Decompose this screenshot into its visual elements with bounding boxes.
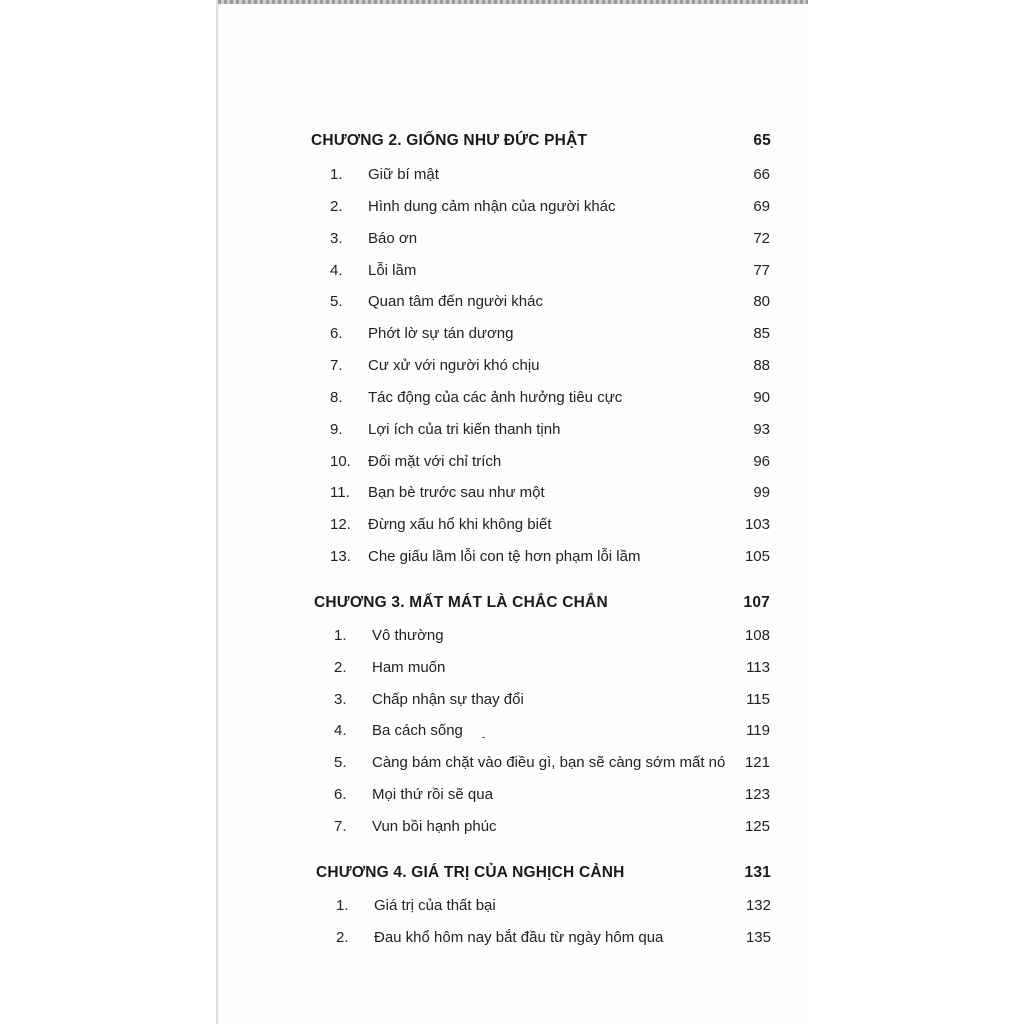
entry-page-number: 105: [744, 548, 770, 565]
entry-title: Vun bồi hạnh phúc: [372, 818, 497, 835]
chapter-page-number: 131: [744, 864, 771, 881]
entry-title: Tác động của các ảnh hưởng tiêu cực: [368, 389, 623, 406]
entry-number: 5.: [330, 293, 343, 310]
entry-page-number: 108: [744, 627, 770, 644]
chapter-title: CHƯƠNG 3. MẤT MÁT LÀ CHẮC CHẮN: [314, 594, 608, 611]
entry-number: 2.: [336, 929, 349, 946]
entry-title: Giá trị của thất bại: [374, 897, 496, 914]
entry-page-number: 121: [744, 754, 770, 771]
entry-number: 6.: [334, 786, 347, 803]
entry-title: Đối mặt với chỉ trích: [368, 453, 502, 470]
entry-title: Vô thường: [372, 627, 444, 644]
entry-number: 5.: [334, 754, 347, 771]
entry-title: Quan tâm đến người khác: [368, 293, 543, 310]
entry-number: 3.: [330, 230, 343, 247]
entry-title: Chấp nhận sự thay đổi: [372, 691, 524, 708]
entry-number: 7.: [330, 357, 343, 374]
entry-title: Giữ bí mật: [368, 166, 439, 183]
entry-number: 9.: [330, 421, 343, 438]
entry-page-number: 66: [753, 166, 770, 183]
entry-number: 1.: [334, 627, 347, 644]
entry-page-number: 123: [744, 786, 770, 803]
entry-page-number: 125: [744, 818, 770, 835]
entry-page-number: 119: [746, 722, 770, 739]
entry-number: 4.: [330, 262, 343, 279]
entry-title: Lợi ích của tri kiến thanh tịnh: [368, 421, 561, 438]
entry-number: 7.: [334, 818, 347, 835]
entry-page-number: 113: [746, 659, 770, 676]
entry-number: 8.: [330, 389, 343, 406]
entry-page-number: 72: [753, 230, 770, 247]
print-speck: [482, 737, 485, 738]
entry-title: Mọi thứ rồi sẽ qua: [372, 786, 493, 803]
entry-number: 4.: [334, 722, 347, 739]
entry-title: Che giấu lầm lỗi con tệ hơn phạm lỗi lầm: [368, 548, 641, 565]
entry-number: 12.: [330, 516, 351, 533]
entry-page-number: 103: [744, 516, 770, 533]
entry-title: Báo ơn: [368, 230, 418, 247]
chapter-title: CHƯƠNG 4. GIÁ TRỊ CỦA NGHỊCH CẢNH: [316, 864, 625, 881]
entry-page-number: 90: [753, 389, 770, 406]
entry-page-number: 135: [745, 929, 771, 946]
entry-title: Càng bám chặt vào điều gì, bạn sẽ càng sớm mất nó: [372, 754, 726, 771]
entry-number: 11.: [330, 484, 350, 501]
entry-title: Phớt lờ sự tán dương: [368, 325, 514, 342]
entry-number: 1.: [330, 166, 343, 183]
entry-title: Lỗi lầm: [368, 262, 417, 279]
entry-page-number: 77: [753, 262, 770, 279]
entry-page-number: 99: [753, 484, 770, 501]
entry-number: 13.: [330, 548, 351, 565]
entry-page-number: 93: [753, 421, 770, 438]
chapter-title: CHƯƠNG 2. GIỐNG NHƯ ĐỨC PHẬT: [311, 132, 588, 149]
entry-page-number: 80: [753, 293, 770, 310]
entry-title: Cư xử với người khó chịu: [368, 357, 540, 374]
entry-number: 1.: [336, 897, 349, 914]
entry-title: Ba cách sống: [372, 722, 463, 739]
chapter-page-number: 65: [753, 132, 771, 149]
chapter-page-number: 107: [743, 594, 770, 611]
entry-number: 10.: [330, 453, 351, 470]
entry-title: Đừng xấu hổ khi không biết: [368, 516, 552, 533]
entry-page-number: 115: [746, 691, 770, 708]
entry-title: Hình dung cảm nhận của người khác: [368, 198, 616, 215]
entry-number: 6.: [330, 325, 343, 342]
entry-page-number: 132: [745, 897, 771, 914]
entry-title: Đau khổ hôm nay bắt đầu từ ngày hôm qua: [374, 929, 664, 946]
entry-title: Ham muốn: [372, 659, 446, 676]
entry-page-number: 69: [753, 198, 770, 215]
entry-number: 3.: [334, 691, 347, 708]
entry-page-number: 88: [753, 357, 770, 374]
entry-title: Bạn bè trước sau như một: [368, 484, 545, 501]
entry-number: 2.: [334, 659, 347, 676]
entry-page-number: 85: [753, 325, 770, 342]
entry-page-number: 96: [753, 453, 770, 470]
entry-number: 2.: [330, 198, 343, 215]
